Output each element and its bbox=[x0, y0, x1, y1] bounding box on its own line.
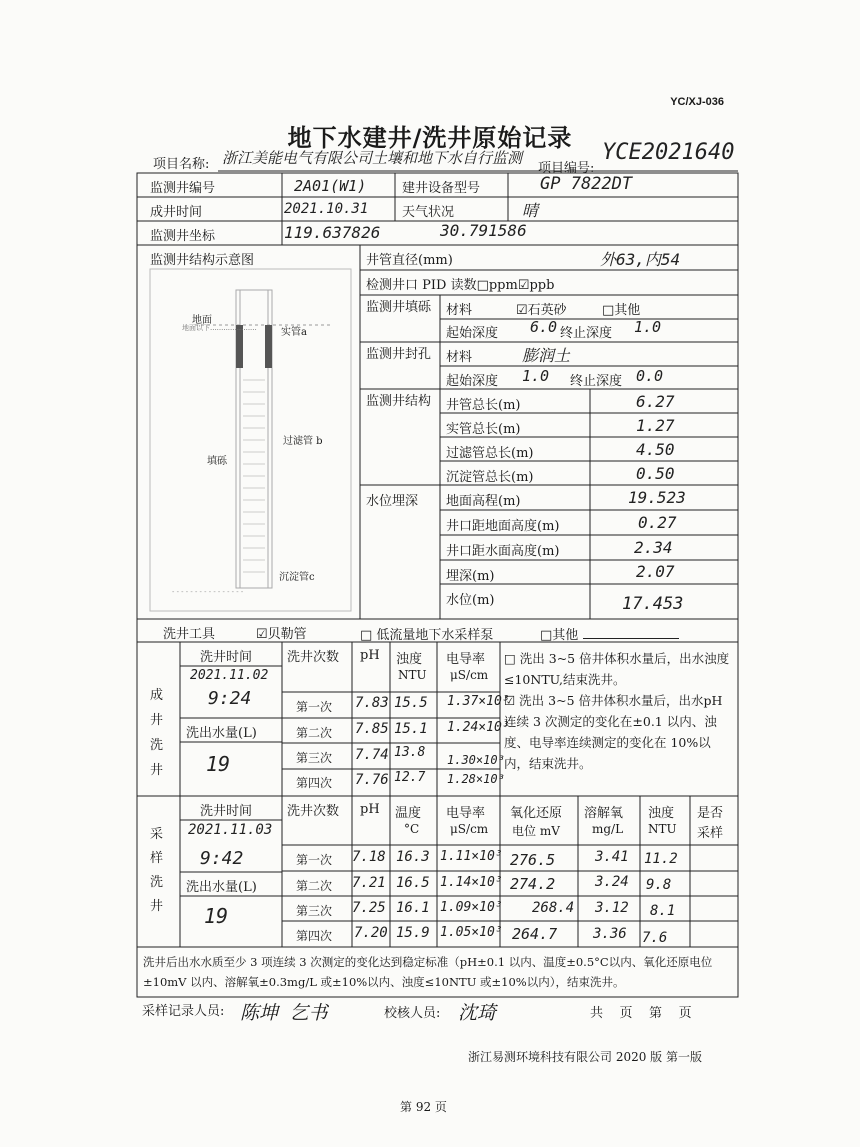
washing-row-conductivity: 1.24×10³ bbox=[447, 720, 510, 735]
seal-end-value: 0.0 bbox=[636, 367, 664, 385]
structure-group-label: 监测井结构 bbox=[366, 394, 432, 409]
sampling-ph-label: pH bbox=[360, 802, 380, 817]
sampling-row-turbidity: 11.2 bbox=[644, 851, 678, 867]
washing-row-ph: 7.83 bbox=[355, 695, 389, 711]
washing-row-turbidity: 15.5 bbox=[394, 695, 428, 711]
washing-row-turbidity: 13.8 bbox=[394, 745, 426, 760]
recorder-signature: 陈坤 乞书 bbox=[240, 1002, 328, 1024]
washing-row-conductivity: 1.28×10³ bbox=[447, 772, 505, 786]
structure-row-label: 沉淀管总长(m) bbox=[446, 470, 534, 485]
sampling-volume-label: 洗出水量(L) bbox=[186, 880, 257, 895]
checker-label: 校核人员: bbox=[384, 1006, 441, 1021]
sampling-row-turbidity: 7.6 bbox=[642, 930, 668, 946]
diagram-filter-label: 过滤管 b bbox=[283, 436, 323, 447]
sampling-row-orp: 264.7 bbox=[512, 925, 558, 943]
tools-label: 洗井工具 bbox=[163, 627, 216, 642]
build-time-label: 成井时间 bbox=[150, 205, 203, 220]
coord-label: 监测井坐标 bbox=[150, 229, 216, 244]
sampling-row-do: 3.24 bbox=[595, 874, 629, 890]
tool-other-option[interactable]: □其他 bbox=[540, 628, 579, 643]
structure-row-label: 井管总长(m) bbox=[446, 398, 521, 413]
sampling-row-ph: 7.20 bbox=[354, 925, 388, 941]
checker-signature: 沈琦 bbox=[458, 1002, 497, 1024]
diagram-fill-label: 填砾 bbox=[207, 456, 227, 467]
water-row-label: 埋深(m) bbox=[446, 569, 495, 584]
sampling-row-ph: 7.21 bbox=[352, 875, 386, 891]
tool-other-underline bbox=[583, 638, 679, 639]
device-label: 建井设备型号 bbox=[402, 181, 481, 196]
sampling-temp-unit: °C bbox=[404, 822, 420, 836]
project-number-value: YCE2021640 bbox=[602, 140, 735, 165]
washing-row-label: 第二次 bbox=[296, 726, 333, 740]
seal-group-label: 监测井封孔 bbox=[366, 347, 432, 362]
water-row-value: 2.34 bbox=[634, 538, 673, 557]
fill-other-option[interactable]: □其他 bbox=[602, 303, 641, 318]
washing-conductivity-label: 电导率 bbox=[446, 652, 486, 667]
sampling-row-temp: 16.3 bbox=[396, 849, 430, 865]
weather-value: 晴 bbox=[522, 201, 539, 220]
sampling-yes-no-label-2: 采样 bbox=[697, 826, 724, 841]
page-title: 地下水建井/洗井原始记录 bbox=[287, 124, 573, 152]
structure-row-value: 4.50 bbox=[636, 440, 675, 459]
sampling-turbidity-label: 浊度 bbox=[648, 806, 675, 821]
sampling-conductivity-label: 电导率 bbox=[446, 806, 486, 821]
sampling-time-label: 洗井时间 bbox=[200, 804, 253, 819]
seal-end-label: 终止深度 bbox=[570, 374, 623, 389]
sampling-row-temp: 15.9 bbox=[396, 925, 430, 941]
tool-pump-option[interactable]: □ 低流量地下水采样泵 bbox=[360, 628, 494, 643]
washing-volume-value: 19 bbox=[206, 752, 231, 776]
well-id-value: 2A01(W1) bbox=[294, 177, 367, 195]
sampling-row-orp: 268.4 bbox=[532, 900, 575, 916]
washing-row-conductivity: 1.37×10³ bbox=[447, 694, 510, 709]
washing-row-label: 第一次 bbox=[296, 700, 333, 714]
fill-quartz-option[interactable]: ☑石英砂 bbox=[516, 303, 567, 318]
coord-lon-value: 119.637826 bbox=[284, 223, 381, 242]
sampling-row-ph: 7.25 bbox=[352, 900, 386, 916]
washing-conductivity-unit: μS/cm bbox=[450, 668, 489, 682]
sampling-row-do: 3.12 bbox=[595, 900, 629, 916]
project-number-label: 项目编号: bbox=[538, 161, 595, 176]
washing-row-ph: 7.74 bbox=[355, 747, 389, 763]
water-row-value: 0.27 bbox=[638, 513, 677, 532]
sampling-row-orp: 276.5 bbox=[510, 851, 556, 869]
sampling-row-temp: 16.5 bbox=[396, 875, 430, 891]
structure-row-label: 过滤管总长(m) bbox=[446, 446, 534, 461]
sampling-row-orp: 274.2 bbox=[510, 875, 556, 893]
washing-row-conductivity: 1.30×10³ bbox=[447, 753, 505, 767]
project-name-value: 浙江美能电气有限公司土壤和地下水自行监测 bbox=[222, 149, 523, 167]
device-value: GP 7822DT bbox=[540, 174, 633, 194]
sampling-do-unit: mg/L bbox=[592, 822, 624, 836]
sampling-row-label: 第二次 bbox=[296, 879, 333, 893]
sampling-row-turbidity: 9.8 bbox=[646, 877, 672, 893]
washing-time-label: 洗井时间 bbox=[200, 650, 253, 665]
sampling-turbidity-unit: NTU bbox=[648, 822, 677, 836]
page-number: 第 92 页 bbox=[400, 1100, 447, 1114]
seal-start-value: 1.0 bbox=[522, 367, 550, 385]
fill-start-label: 起始深度 bbox=[446, 326, 499, 341]
washing-volume-label: 洗出水量(L) bbox=[186, 726, 257, 741]
diagram-ground-sub: 地面以下..................... bbox=[182, 324, 257, 332]
build-time-value: 2021.10.31 bbox=[284, 201, 369, 217]
fill-end-label: 终止深度 bbox=[560, 326, 613, 341]
sampling-row-conductivity: 1.11×10³ bbox=[440, 849, 503, 864]
sampling-row-turbidity: 8.1 bbox=[650, 903, 676, 919]
washing-criterion-1: □ 洗出 3~5 倍井体积水量后，出水浊度≤10NTU,结束洗井。 bbox=[504, 651, 730, 687]
pipe-diameter-label: 井管直径(mm) bbox=[366, 253, 453, 268]
weather-label: 天气状况 bbox=[402, 205, 455, 220]
water-row-label: 井口距地面高度(m) bbox=[446, 519, 560, 534]
recorder-label: 采样记录人员: bbox=[142, 1004, 225, 1019]
fill-end-value: 1.0 bbox=[634, 318, 662, 336]
company-footer: 浙江易测环境科技有限公司 2020 版 第一版 bbox=[468, 1050, 702, 1064]
sampling-row-ph: 7.18 bbox=[352, 849, 386, 865]
sampling-row-label: 第一次 bbox=[296, 853, 333, 867]
washing-row-turbidity: 15.1 bbox=[394, 721, 428, 737]
sampling-do-label: 溶解氧 bbox=[584, 806, 624, 821]
sampling-row-label: 第三次 bbox=[296, 904, 333, 918]
washing-section-label: 成 井 洗 井 bbox=[150, 688, 164, 778]
sampling-orp-label: 氧化还原 bbox=[510, 806, 563, 821]
washing-row-label: 第三次 bbox=[296, 751, 333, 765]
stability-standard-note: 洗井后出水水质至少 3 项连续 3 次测定的变化达到稳定标准（pH±0.1 以内、温度±0.5°C以内、氧化还原电位±10mV 以内、溶解氧±0.3mg/L 或±10%以内、浊度≤10NTU 或±10%以内），结束洗井。 bbox=[143, 955, 713, 989]
water-row-label: 井口距水面高度(m) bbox=[446, 544, 560, 559]
washing-count-label: 洗井次数 bbox=[287, 650, 340, 665]
washing-row-label: 第四次 bbox=[296, 776, 333, 790]
sampling-row-conductivity: 1.14×10³ bbox=[440, 875, 503, 890]
water-row-label: 水位(m) bbox=[446, 593, 495, 608]
sampling-row-conductivity: 1.05×10³ bbox=[440, 925, 503, 940]
seal-start-label: 起始深度 bbox=[446, 374, 499, 389]
fill-group-label: 监测井填砾 bbox=[366, 300, 432, 315]
sampling-volume-value: 19 bbox=[204, 904, 229, 928]
sampling-row-conductivity: 1.09×10³ bbox=[440, 900, 503, 915]
washing-row-turbidity: 12.7 bbox=[394, 770, 426, 785]
sampling-orp-unit: 电位 mV bbox=[512, 824, 560, 838]
seal-material-value: 膨润土 bbox=[522, 346, 571, 365]
diagram-dashes: - - - - - - - - - - - - - - - - bbox=[172, 588, 244, 596]
washing-turbidity-unit: NTU bbox=[398, 668, 427, 682]
diagram-ground-label: 地面 bbox=[192, 315, 212, 326]
page-count: 共 页 第 页 bbox=[590, 1006, 692, 1021]
diagram-label: 监测井结构示意图 bbox=[150, 253, 255, 268]
water-row-label: 地面高程(m) bbox=[446, 494, 521, 509]
sampling-time-value: 9:42 bbox=[200, 848, 244, 869]
structure-row-label: 实管总长(m) bbox=[446, 422, 521, 437]
diagram-sediment-label: 沉淀管c bbox=[279, 572, 315, 583]
washing-row-ph: 7.85 bbox=[355, 721, 389, 737]
sampling-row-label: 第四次 bbox=[296, 929, 333, 943]
project-label: 项目名称: bbox=[153, 157, 210, 172]
sampling-count-label: 洗井次数 bbox=[287, 804, 340, 819]
sampling-row-temp: 16.1 bbox=[396, 900, 430, 916]
sampling-temp-label: 温度 bbox=[395, 806, 422, 821]
sampling-row-do: 3.41 bbox=[595, 849, 629, 865]
sampling-conductivity-unit: μS/cm bbox=[450, 822, 489, 836]
washing-criterion-2: ☑ 洗出 3~5 倍井体积水量后，出水pH 连续 3 次测定的变化在±0.1 以内、浊度、电导率连续测定的变化在 10%以内，结束洗井。 bbox=[504, 693, 723, 771]
pipe-diameter-value: 外63,内54 bbox=[600, 250, 681, 269]
structure-row-value: 1.27 bbox=[636, 416, 675, 435]
sampling-date-value: 2021.11.03 bbox=[188, 822, 273, 838]
washing-date-value: 2021.11.02 bbox=[190, 668, 269, 683]
document-code: YC/XJ-036 bbox=[670, 96, 724, 108]
well-id-label: 监测井编号 bbox=[150, 181, 216, 196]
washing-ph-label: pH bbox=[360, 648, 380, 663]
water-group-label: 水位埋深 bbox=[366, 494, 419, 509]
sampling-section-label: 采 样 洗 井 bbox=[150, 827, 164, 914]
fill-start-value: 6.0 bbox=[530, 318, 558, 336]
fill-material-label: 材料 bbox=[446, 303, 473, 318]
washing-row-ph: 7.76 bbox=[355, 772, 389, 788]
coord-lat-value: 30.791586 bbox=[440, 221, 527, 240]
seal-material-label: 材料 bbox=[446, 350, 473, 365]
washing-time-value: 9:24 bbox=[208, 688, 252, 709]
tool-bailer-option[interactable]: ☑贝勒管 bbox=[256, 627, 307, 642]
pid-label: 检测井口 PID 读数□ppm☑ppb bbox=[366, 278, 555, 293]
diagram-solid-label: 实管a bbox=[281, 327, 307, 338]
sampling-yes-no-label: 是否 bbox=[697, 806, 724, 821]
water-row-value: 19.523 bbox=[628, 488, 686, 507]
washing-turbidity-label: 浊度 bbox=[396, 652, 423, 667]
structure-row-value: 6.27 bbox=[636, 392, 675, 411]
water-row-value: 17.453 bbox=[622, 594, 684, 614]
water-row-value: 2.07 bbox=[636, 562, 675, 581]
structure-row-value: 0.50 bbox=[636, 464, 675, 483]
sampling-row-do: 3.36 bbox=[593, 926, 627, 942]
